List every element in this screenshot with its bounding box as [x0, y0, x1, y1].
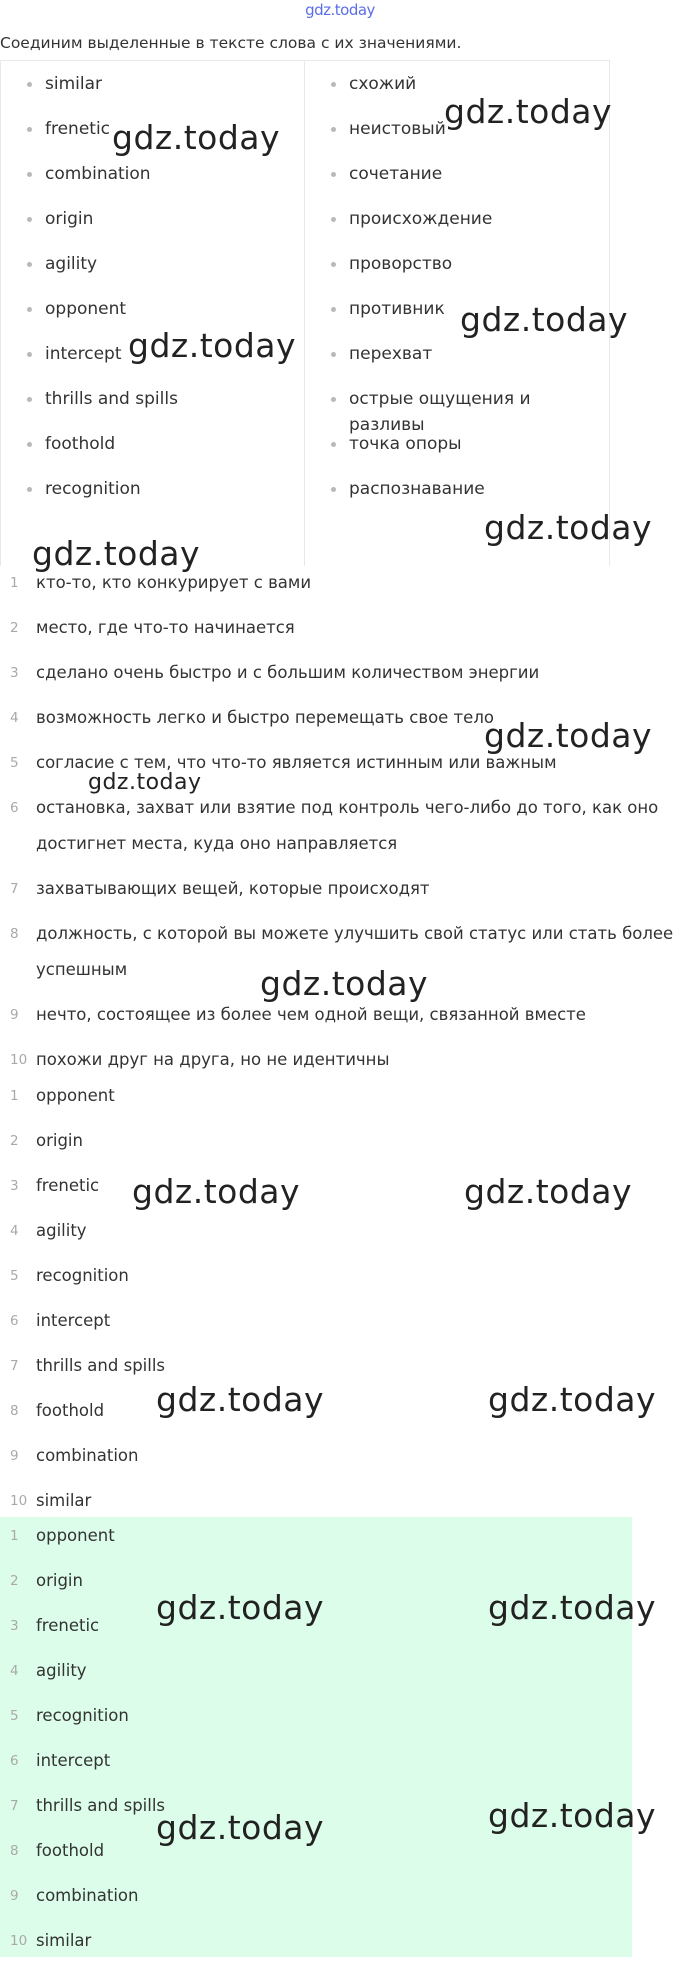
answer-text: origin	[36, 1131, 83, 1150]
watermark: gdz.today	[156, 1808, 325, 1847]
bullet-icon	[331, 127, 336, 132]
bullet-icon	[27, 172, 32, 177]
solution-text: intercept	[36, 1751, 111, 1770]
watermark: gdz.today	[156, 1588, 325, 1627]
list-item	[0, 655, 680, 700]
list-item	[0, 1658, 680, 1703]
bullet-icon	[331, 487, 336, 492]
list-item: перехват	[305, 341, 609, 386]
definition-text: похожи друг на друга, но не идентичны	[36, 1050, 390, 1069]
list-item: распознавание	[305, 476, 609, 521]
list-item	[0, 1928, 680, 1973]
bullet-icon	[27, 442, 32, 447]
bullet-icon	[27, 352, 32, 357]
list-item: combination	[1, 161, 304, 206]
item-number: 2	[10, 620, 19, 636]
list-item: thrills and spills	[1, 386, 304, 431]
answer-text: combination	[36, 1446, 139, 1465]
item-number: 3	[10, 665, 19, 681]
list-item: origin	[1, 206, 304, 251]
list-item	[0, 1443, 680, 1488]
bullet-icon	[331, 217, 336, 222]
item-number: 4	[10, 1223, 19, 1239]
item-number: 7	[10, 881, 19, 897]
bullet-icon	[27, 397, 32, 402]
item-number: 1	[10, 1528, 19, 1544]
list-item: точка опоры	[305, 431, 609, 476]
list-item: неистовый	[305, 116, 609, 161]
list-item	[0, 1523, 680, 1568]
solution-text: origin	[36, 1571, 83, 1590]
watermark: gdz.today	[156, 1380, 325, 1419]
definition-text: возможность легко и быстро перемещать свое тело	[36, 708, 494, 727]
item-number: 6	[10, 1753, 19, 1769]
list-item: agility	[1, 251, 304, 296]
item-number: 8	[10, 1843, 19, 1859]
list-item: frenetic	[1, 116, 304, 161]
solution-text: similar	[36, 1931, 92, 1950]
definition-text: место, где что-то начинается	[36, 618, 295, 637]
list-item: foothold	[1, 431, 304, 476]
item-number: 2	[10, 1133, 19, 1149]
bullet-icon	[331, 262, 336, 267]
answer-text: agility	[36, 1221, 87, 1240]
solution-text: frenetic	[36, 1616, 100, 1635]
solution-text: opponent	[36, 1526, 115, 1545]
bullet-icon	[331, 442, 336, 447]
list-item	[0, 790, 680, 871]
list-item	[0, 1838, 680, 1883]
watermark: gdz.today	[444, 92, 613, 131]
watermark: gdz.today	[488, 1588, 657, 1627]
item-number: 9	[10, 1448, 19, 1464]
watermark: gdz.today	[112, 118, 281, 157]
definition-text: захватывающих вещей, которые происходят	[36, 879, 430, 898]
answer-text: opponent	[36, 1086, 115, 1105]
bullet-icon	[331, 352, 336, 357]
watermark: gdz.today	[460, 300, 629, 339]
list-item: острые ощущения и разливы	[305, 386, 609, 431]
list-item	[0, 1883, 680, 1928]
definition-text: остановка, захват или взятие под контроль чего-либо до того, как оно достигнет места, куда оно направляется	[36, 798, 659, 853]
watermark: gdz.today	[32, 534, 201, 573]
list-item	[0, 1263, 680, 1308]
item-number: 7	[10, 1798, 19, 1814]
definition-text: должность, с которой вы можете улучшить свой статус или стать более успешным	[36, 924, 674, 979]
item-number: 9	[10, 1888, 19, 1904]
item-number: 3	[10, 1178, 19, 1194]
russian-word-list	[305, 71, 609, 521]
answer-text: frenetic	[36, 1176, 100, 1195]
answers-list	[0, 1083, 680, 1533]
bullet-icon	[331, 397, 336, 402]
definitions-list	[0, 565, 680, 1087]
list-item: similar	[1, 71, 304, 116]
item-number: 2	[10, 1573, 19, 1589]
solution-text: foothold	[36, 1841, 105, 1860]
list-item: intercept	[1, 341, 304, 386]
item-number: 10	[10, 1933, 28, 1949]
item-number: 5	[10, 1268, 19, 1284]
list-item	[0, 1042, 680, 1087]
definition-text: сделано очень быстро и с большим количеством энергии	[36, 663, 540, 682]
list-item	[0, 1308, 680, 1353]
answer-text: foothold	[36, 1401, 105, 1420]
watermark: gdz.today	[488, 1380, 657, 1419]
list-item: проворство	[305, 251, 609, 296]
list-item: opponent	[1, 296, 304, 341]
item-number: 8	[10, 926, 19, 942]
watermark: gdz.today	[484, 716, 653, 755]
task-prompt: Соединим выделенные в тексте слова с их значениями.	[0, 34, 462, 52]
watermark: gdz.today	[88, 770, 202, 795]
item-number: 4	[10, 1663, 19, 1679]
list-item: противник	[305, 296, 609, 341]
answer-text: similar	[36, 1491, 92, 1510]
item-number: 6	[10, 800, 19, 816]
list-item	[0, 1128, 680, 1173]
list-item	[0, 610, 680, 655]
answer-text: intercept	[36, 1311, 111, 1330]
item-number: 8	[10, 1403, 19, 1419]
list-item: схожий	[305, 71, 609, 116]
bullet-icon	[27, 127, 32, 132]
item-number: 7	[10, 1358, 19, 1374]
watermark: gdz.today	[484, 508, 653, 547]
item-number: 6	[10, 1313, 19, 1329]
item-number: 1	[10, 575, 19, 591]
watermark: gdz.today	[260, 964, 429, 1003]
bullet-icon	[331, 307, 336, 312]
watermark: gdz.today	[488, 1796, 657, 1835]
watermark: gdz.today	[132, 1172, 301, 1211]
solution-text: combination	[36, 1886, 139, 1905]
bullet-icon	[27, 487, 32, 492]
bullet-icon	[27, 217, 32, 222]
item-number: 9	[10, 1007, 19, 1023]
list-item	[0, 871, 680, 916]
list-item: происхождение	[305, 206, 609, 251]
bullet-icon	[331, 172, 336, 177]
bullet-icon	[27, 262, 32, 267]
list-item	[0, 997, 680, 1042]
definition-text: кто-то, кто конкурирует с вами	[36, 573, 312, 592]
definition-text: нечто, состоящее из более чем одной вещи, связанной вместе	[36, 1005, 586, 1024]
definition-text: согласие с тем, что что-то является истинным или важным	[36, 753, 557, 772]
bullet-icon	[27, 82, 32, 87]
solution-text: recognition	[36, 1706, 129, 1725]
watermark: gdz.today	[464, 1172, 633, 1211]
list-item	[0, 1218, 680, 1263]
item-number: 1	[10, 1088, 19, 1104]
site-logo[interactable]: gdz.today	[305, 1, 375, 19]
watermark: gdz.today	[128, 326, 297, 365]
item-number: 10	[10, 1052, 28, 1068]
list-item	[0, 1083, 680, 1128]
answer-text: thrills and spills	[36, 1356, 166, 1375]
solution-text: agility	[36, 1661, 87, 1680]
answer-text: recognition	[36, 1266, 129, 1285]
solution-text: thrills and spills	[36, 1796, 166, 1815]
list-item: сочетание	[305, 161, 609, 206]
list-item	[0, 1703, 680, 1748]
item-number: 5	[10, 1708, 19, 1724]
item-number: 3	[10, 1618, 19, 1634]
bullet-icon	[27, 307, 32, 312]
item-number: 10	[10, 1493, 28, 1509]
item-number: 5	[10, 755, 19, 771]
list-item: recognition	[1, 476, 304, 521]
bullet-icon	[331, 82, 336, 87]
list-item	[0, 1748, 680, 1793]
item-number: 4	[10, 710, 19, 726]
